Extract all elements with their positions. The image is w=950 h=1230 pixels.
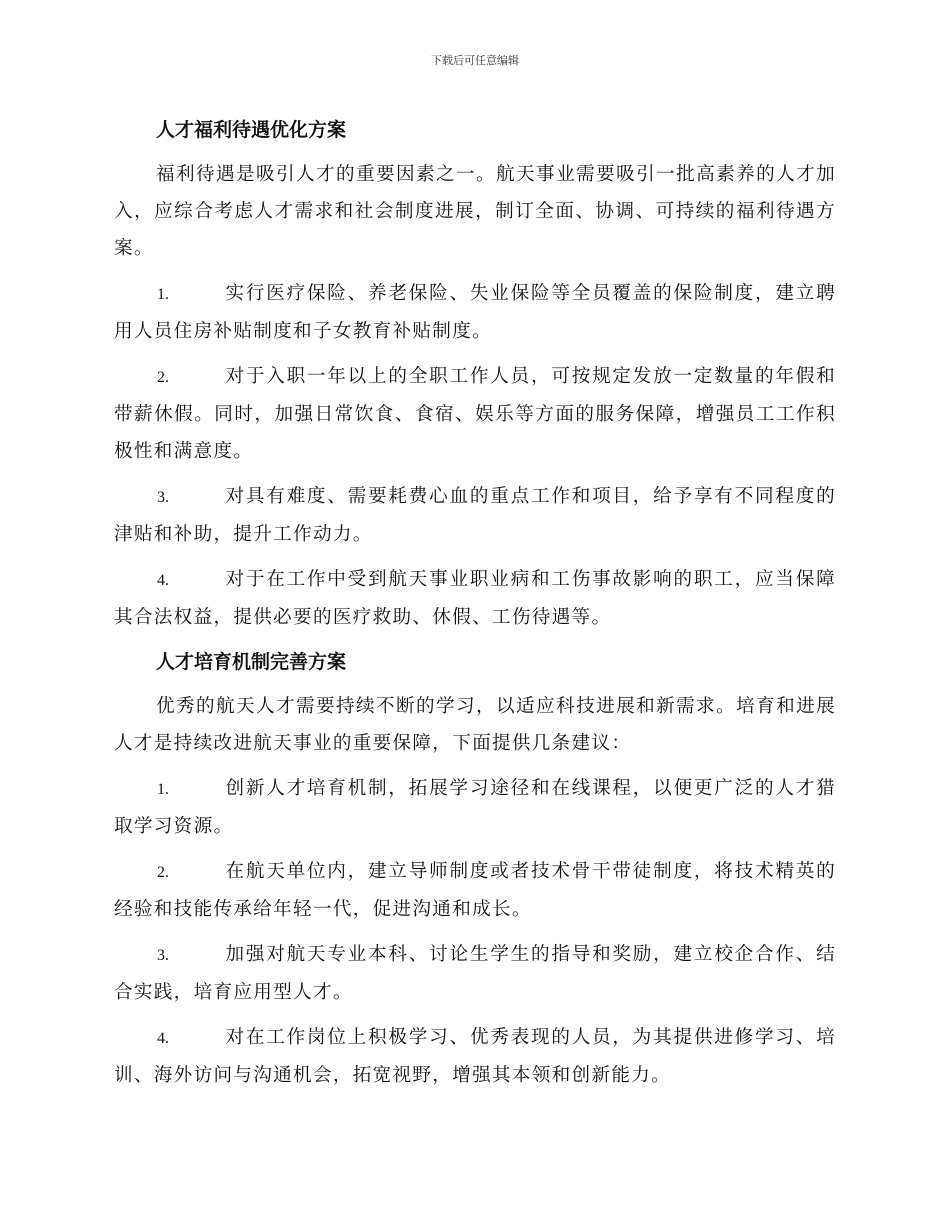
list-item	[114, 770, 836, 845]
page-header-note: 下载后可任意编辑	[431, 54, 519, 67]
list-item	[114, 853, 836, 928]
list-item	[114, 1019, 836, 1094]
item-number: 1.	[157, 286, 169, 303]
section-welfare	[114, 112, 836, 636]
item-number: 4.	[157, 572, 169, 589]
item-text: 在航天单位内，建立导师制度或者技术骨干带徒制度，将技术精英的经验和技能传承给年轻一代，促进沟通和成长。	[114, 861, 836, 920]
item-number: 3.	[157, 947, 169, 964]
section-training	[114, 644, 836, 1094]
section-intro: 优秀的航天人才需要持续不断的学习，以适应科技进展和新需求。培育和进展人才是持续改进航天事业的重要保障，下面提供几条建议：	[114, 696, 836, 754]
item-number: 4.	[157, 1030, 169, 1047]
item-text: 对于入职一年以上的全职工作人员，可按规定发放一定数量的年假和带薪休假。同时，加强日常饮食、食宿、娱乐等方面的服务保障，增强员工工作积极性和满意度。	[114, 366, 836, 462]
item-text: 对于在工作中受到航天事业职业病和工伤事故影响的职工，应当保障其合法权益，提供必要的医疗救助、休假、工伤待遇等。	[114, 569, 836, 628]
item-number: 1.	[157, 781, 169, 798]
item-text: 对在工作岗位上积极学习、优秀表现的人员，为其提供进修学习、培训、海外访问与沟通机会，拓宽视野，增强其本领和创新能力。	[114, 1027, 836, 1086]
item-number: 2.	[157, 864, 169, 881]
list-item	[114, 936, 836, 1011]
item-text: 对具有难度、需要耗费心血的重点工作和项目，给予享有不同程度的津贴和补助，提升工作动力。	[114, 486, 836, 545]
item-text: 创新人才培育机制，拓展学习途径和在线课程，以便更广泛的人才猎取学习资源。	[114, 778, 836, 837]
list-item	[114, 478, 836, 553]
list-item	[114, 561, 836, 636]
document-body	[114, 112, 836, 1102]
list-item	[114, 275, 836, 350]
item-text: 加强对航天专业本科、讨论生学生的指导和奖励，建立校企合作、结合实践，培育应用型人才。	[114, 944, 836, 1003]
section-heading: 人才福利待遇优化方案	[156, 119, 347, 141]
item-number: 2.	[157, 369, 169, 386]
section-intro: 福利待遇是吸引人才的重要因素之一。航天事业需要吸引一批高素养的人才加入，应综合考虑人才需求和社会制度进展，制订全面、协调、可持续的福利待遇方案。	[114, 164, 836, 259]
list-item	[114, 358, 836, 470]
item-number: 3.	[157, 489, 169, 506]
item-text: 实行医疗保险、养老保险、失业保险等全员覆盖的保险制度，建立聘用人员住房补贴制度和子女教育补贴制度。	[114, 283, 836, 342]
section-heading: 人才培育机制完善方案	[156, 651, 347, 673]
